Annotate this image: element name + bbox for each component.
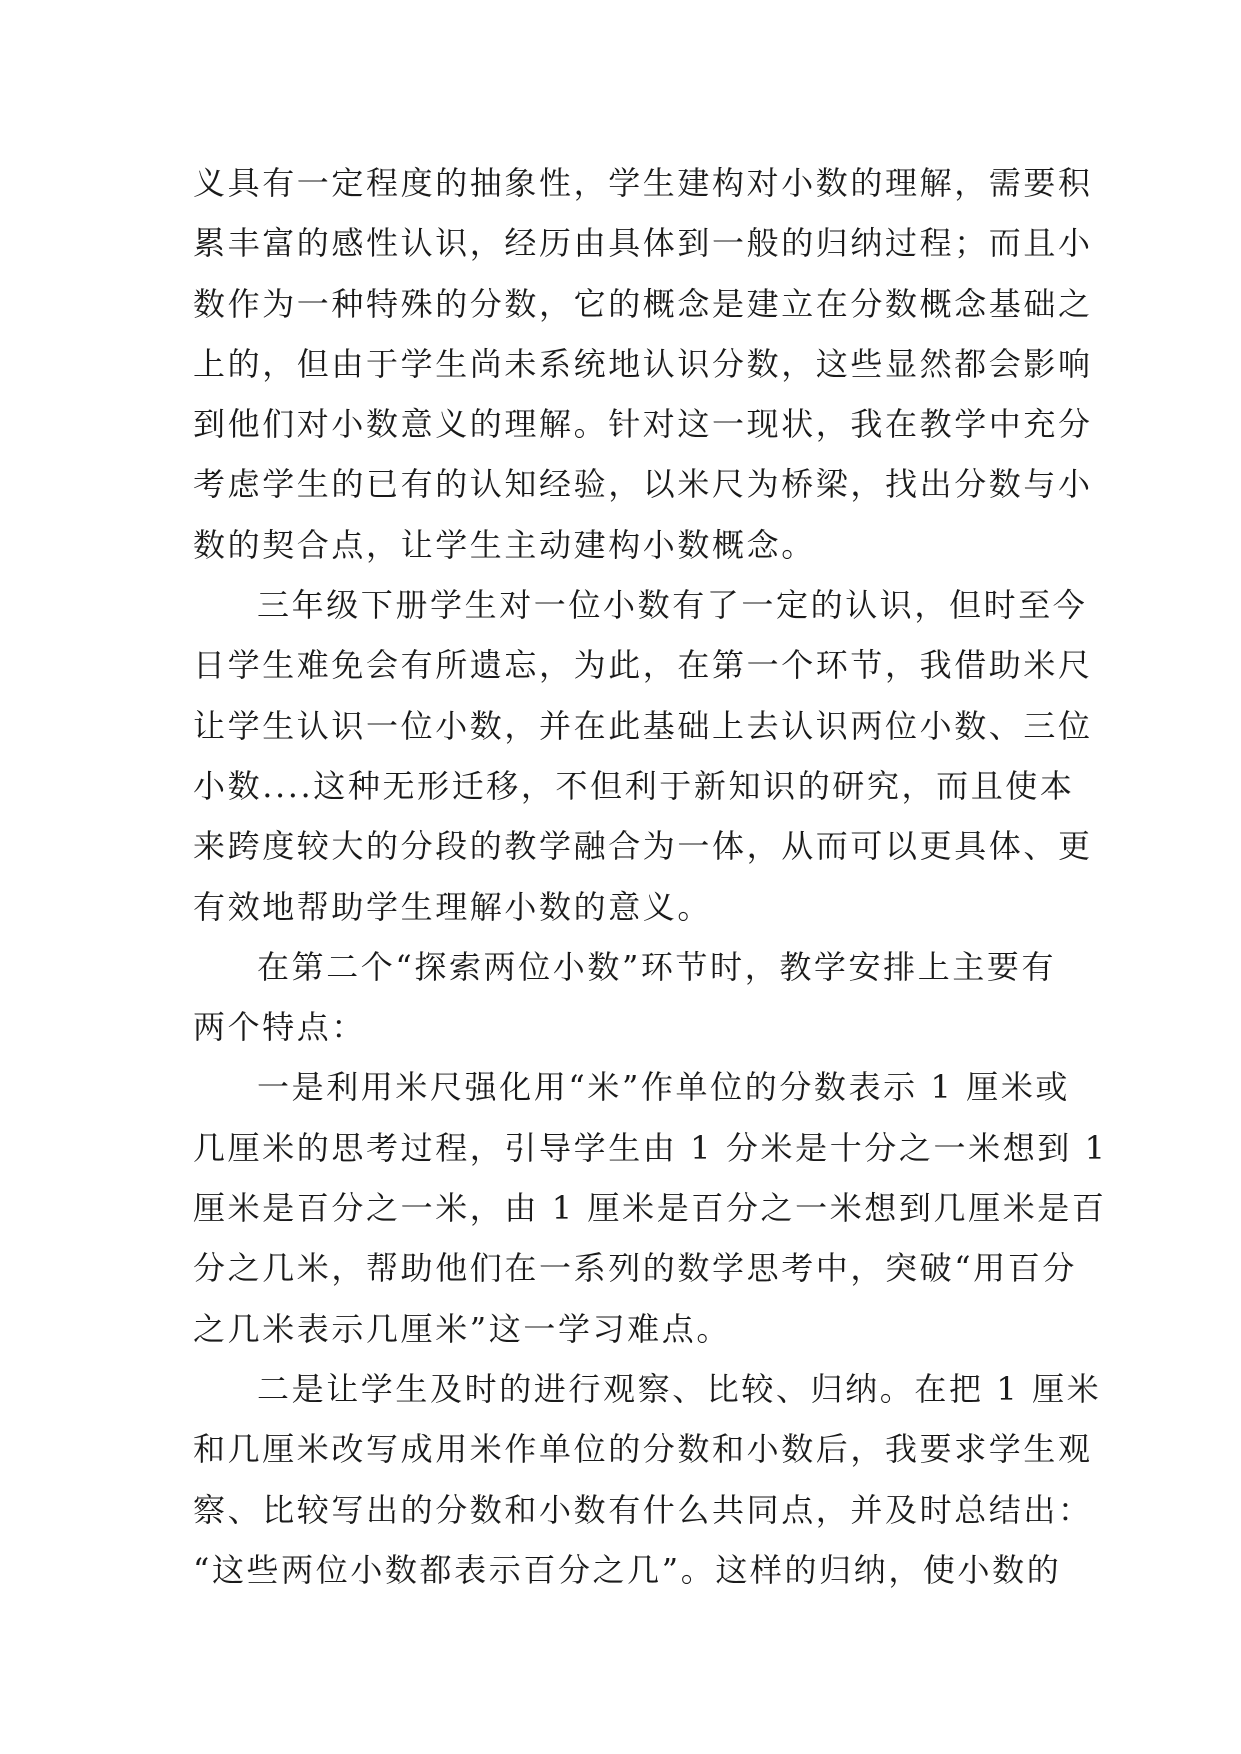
text-line: 厘米是百分之一米，由 1 厘米是百分之一米想到几厘米是百: [193, 1189, 1107, 1228]
text-line: 到他们对小数意义的理解。针对这一现状，我在教学中充分: [193, 405, 1093, 444]
paragraph: [193, 1057, 1108, 1358]
paragraph: [193, 575, 1093, 937]
text-line: 三年级下册学生对一位小数有了一定的认识，但时至今: [257, 586, 1088, 625]
text-line: 有效地帮助学生理解小数的意义。: [193, 887, 713, 926]
text-line: “这些两位小数都表示百分之几”。这样的归纳，使小数的: [193, 1550, 1062, 1589]
text-line: 察、比较写出的分数和小数有什么共同点，并及时总结出：: [193, 1490, 1093, 1529]
text-line: 义具有一定程度的抽象性，学生建构对小数的理解，需要积: [193, 164, 1093, 202]
text-line: 几厘米的思考过程，引导学生由 1 分米是十分之一米想到 1: [193, 1128, 1108, 1167]
text-line: 和几厘米改写成用米作单位的分数和小数后，我要求学生观: [193, 1430, 1093, 1469]
text-line: 一是利用米尺强化用“米”作单位的分数表示 1 厘米或: [257, 1068, 1071, 1107]
text-line: 分之几米，帮助他们在一系列的数学思考中，突破“用百分: [193, 1249, 1077, 1288]
text-line: 二是让学生及时的进行观察、比较、归纳。在把 1 厘米: [257, 1369, 1102, 1408]
text-line: 在第二个“探索两位小数”环节时，教学安排上主要有: [257, 947, 1057, 986]
body-text: [193, 153, 1108, 1600]
text-line: 数作为一种特殊的分数，它的概念是建立在分数概念基础之: [193, 284, 1093, 323]
text-line: 考虑学生的已有的认知经验，以米尺为桥梁，找出分数与小: [193, 465, 1093, 504]
text-line: 小数....这种无形迁移，不但利于新知识的研究，而且使本: [193, 766, 1075, 805]
text-line: 累丰富的感性认识，经历由具体到一般的归纳过程；而且小: [193, 224, 1093, 263]
text-line: 日学生难免会有所遗忘，为此，在第一个环节，我借助米尺: [193, 646, 1093, 685]
text-line: 之几米表示几厘米”这一学习难点。: [193, 1309, 731, 1348]
text-line: 上的，但由于学生尚未系统地认识分数，这些显然都会影响: [193, 344, 1093, 383]
text-line: 让学生认识一位小数，并在此基础上去认识两位小数、三位: [193, 706, 1093, 745]
text-line: 数的契合点，让学生主动建构小数概念。: [193, 525, 816, 564]
paragraph: [193, 153, 1093, 575]
paragraph: [193, 1359, 1102, 1600]
text-line: 来跨度较大的分段的教学融合为一体，从而可以更具体、更: [193, 827, 1093, 866]
paragraph: [193, 937, 1057, 1058]
text-line: 两个特点：: [193, 1008, 367, 1047]
